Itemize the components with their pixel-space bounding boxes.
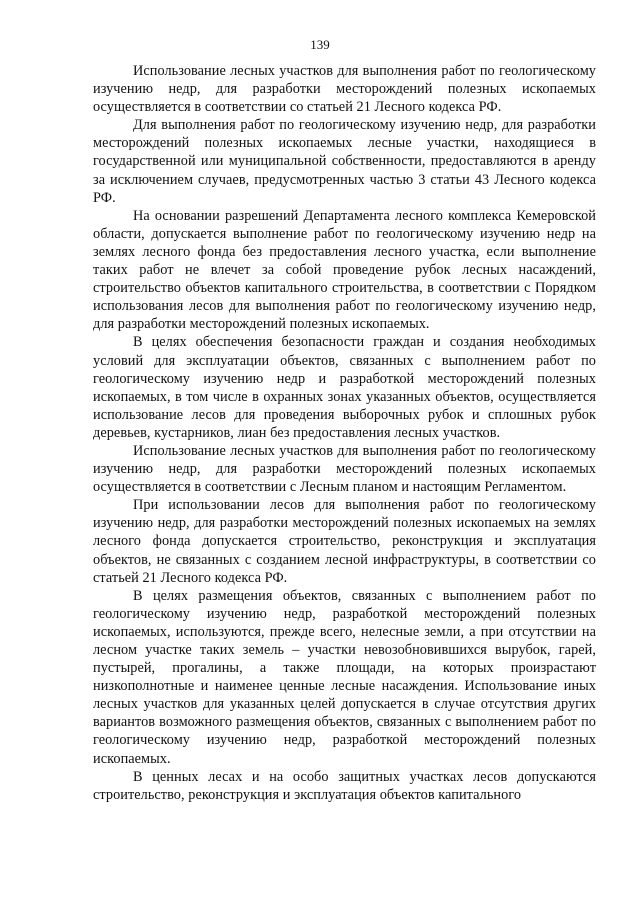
paragraph: В целях обеспечения безопасности граждан и создания необходимых условий для эксплуатации объектов, связанных с выполнением работ по геологическому изучению недр и разработкой месторождений полезных ископаемых, в том числе в охранных зонах указанных объектов, осуществляется использование лесов для проведения выборочных рубок и сплошных рубок деревьев, кустарников, лиан без предоставления лесных участков.: [93, 334, 596, 441]
paragraph: В ценных лесах и на особо защитных участках лесов допускаются строительство, реконструкция и эксплуатация объектов капитального: [93, 768, 596, 803]
paragraph: В целях размещения объектов, связанных с выполнением работ по геологическому изучению недр, разработкой месторождений полезных ископаемых, используются, прежде всего, нелесные земли, а при отсутствии на лесном участке таких земель – участки невозобновившихся вырубок, гарей, пустырей, прогалины, а также площади, на которых произрастают низкополнотные и наименее ценные лесные насаждения. Использование иных лесных участков для указанных целей допускается в случае отсутствия других вариантов возможного размещения объектов, связанных с выполнением работ по геологическому изучению недр, разработкой месторождений полезных ископаемых.: [93, 587, 596, 767]
paragraph: Использование лесных участков для выполнения работ по геологическому изучению недр, для разработки месторождений полезных ископаемых осуществляется в соответствии с Лесным планом и настоящим Регламентом.: [93, 442, 596, 496]
paragraph: На основании разрешений Департамента лесного комплекса Кемеровской области, допускается выполнение работ по геологическому изучению недр на землях лесного фонда без предоставления лесного участка, если выполнение таких работ не влечет за собой проведение рубок лесных насаждений, строительство объектов капитального строительства, в соответствии с Порядком использования лесов для выполнения работ по геологическому изучению недр, для разработки месторождений полезных ископаемых.: [93, 207, 596, 333]
paragraph: Для выполнения работ по геологическому изучению недр, для разработки месторождений полезных ископаемых лесные участки, находящиеся в государственной или муниципальной собственности, предоставляются в аренду за исключением случаев, предусмотренных частью 3 статьи 43 Лесного кодекса РФ.: [93, 117, 596, 206]
document-body: [93, 62, 596, 804]
paragraph: Использование лесных участков для выполнения работ по геологическому изучению недр, для разработки месторождений полезных ископаемых осуществляется в соответствии со статьей 21 Лесного кодекса РФ.: [93, 63, 596, 116]
paragraph: При использовании лесов для выполнения работ по геологическому изучению недр, для разработки месторождений полезных ископаемых на землях лесного фонда допускается строительство, реконструкция и эксплуатация объектов, не связанных с созданием лесной инфраструктуры, в соответствии со статьей 21 Лесного кодекса РФ.: [93, 497, 596, 586]
page-number: 139: [310, 37, 330, 52]
